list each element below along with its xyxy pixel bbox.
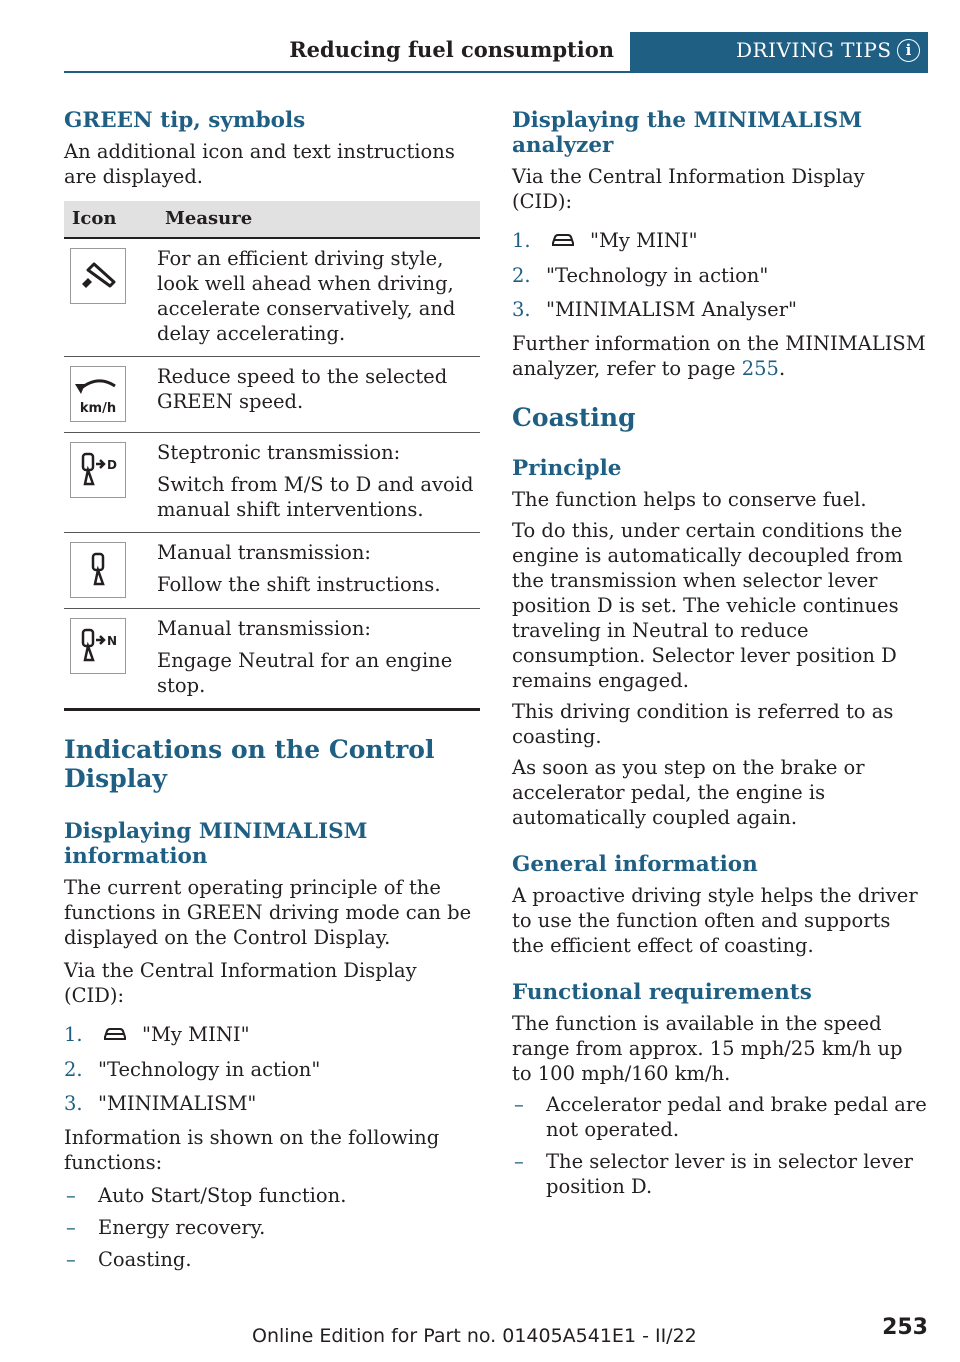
gear-lever-to-d-icon <box>70 442 126 498</box>
general-info-heading: General information <box>512 852 758 877</box>
paragraph: This driving condition is referred to as coasting. <box>512 700 894 748</box>
list-item: – Auto Start/Stop function. <box>66 1184 347 1207</box>
list-item: – Energy recovery. <box>66 1216 266 1239</box>
left-column <box>64 108 480 1279</box>
principle-heading: Principle <box>512 456 622 481</box>
icon-label-d: D <box>107 458 117 472</box>
edition-footer: Online Edition for Part no. 01405A541E1 - II/22 <box>252 1325 697 1347</box>
list-item: – Coasting. <box>66 1248 192 1271</box>
right-column <box>512 108 928 1206</box>
steps-list <box>512 228 928 322</box>
measure-text: Manual transmission: <box>157 617 371 640</box>
table-row <box>64 357 480 433</box>
green-tip-heading: GREEN tip, symbols <box>64 108 306 133</box>
minimalism-info-heading: Displaying MINIMALISM information <box>64 819 368 869</box>
table-row <box>64 238 480 357</box>
list-item: 3. "MINIMALISM" <box>64 1092 257 1115</box>
list-item: – The selector lever is in selector lever position D. <box>514 1150 913 1198</box>
green-tip-intro: An additional icon and text instructions are displayed. <box>64 140 455 188</box>
info-icon: i <box>897 39 920 62</box>
table-header-measure: Measure <box>157 201 480 238</box>
list-item: 3. "MINIMALISM Analyser" <box>512 298 797 321</box>
paragraph: The current operating principle of the functions in GREEN driving mode can be displayed on the Control Display. <box>64 876 472 949</box>
paragraph: The function is available in the speed range from approx. 15 mph/25 km/h up to 100 mph/160 km/h. <box>512 1012 903 1085</box>
list-item: 2. "Technology in action" <box>64 1058 321 1081</box>
paragraph: As soon as you step on the brake or accelerator pedal, the engine is automatically coupled again. <box>512 756 865 829</box>
paragraph: The function helps to conserve fuel. <box>512 488 867 511</box>
list-item: 1. "My MINI" <box>512 229 698 252</box>
page-reference-link[interactable]: 255 <box>741 357 779 380</box>
page-number: 253 <box>882 1315 928 1340</box>
gear-lever-to-n-icon <box>70 618 126 674</box>
measure-text: Switch from M/S to D and avoid manual shift interventions. <box>157 473 474 521</box>
measure-text: Reduce speed to the selected GREEN speed. <box>157 365 448 413</box>
paragraph: To do this, under certain conditions the engine is automatically decoupled from the transmission when selector lever position D is set. The vehicle continues traveling in Neutral to reduce consumption. Selector lever position D remains engaged. <box>512 519 903 692</box>
table-header-icon: Icon <box>64 201 157 238</box>
coasting-heading: Coasting <box>512 403 636 432</box>
requirements-list <box>512 1092 928 1199</box>
icon-measure-table <box>64 201 480 711</box>
paragraph: Information is shown on the following functions: <box>64 1126 440 1174</box>
measure-text: Engage Neutral for an engine stop. <box>157 649 453 697</box>
icon-label-kmh: km/h <box>79 401 117 416</box>
car-icon <box>550 229 576 254</box>
table-row <box>64 609 480 710</box>
foot-pedal-icon <box>70 248 126 304</box>
header-chapter-title: DRIVING TIPS <box>736 38 892 62</box>
header-section-title: Reducing fuel consumption <box>289 37 614 62</box>
paragraph: Via the Central Information Display (CID): <box>512 165 865 213</box>
gear-lever-icon <box>70 542 126 598</box>
measure-text: Follow the shift instructions. <box>157 573 441 596</box>
analyzer-heading: Displaying the MINIMALISM analyzer <box>512 108 863 158</box>
header-chapter-tab <box>630 32 928 71</box>
functions-list <box>64 1183 480 1272</box>
list-item: – Accelerator pedal and brake pedal are not operated. <box>514 1093 927 1141</box>
car-icon <box>102 1023 128 1048</box>
measure-text: Manual transmission: <box>157 541 371 564</box>
measure-text: For an efficient driving style, look well ahead when driving, accelerate conservatively, and delay accelerating. <box>157 247 456 345</box>
measure-text: Steptronic transmission: <box>157 441 401 464</box>
paragraph: A proactive driving style helps the driver to use the function often and supports the efficient effect of coasting. <box>512 884 918 957</box>
table-row <box>64 533 480 609</box>
table-row <box>64 433 480 533</box>
control-display-heading: Indications on the Control Display <box>64 735 435 793</box>
speed-reduce-kmh-icon <box>70 366 126 422</box>
page-header <box>64 32 928 73</box>
list-item: 2. "Technology in action" <box>512 264 769 287</box>
icon-label-n: N <box>106 634 118 648</box>
paragraph: Via the Central Information Display (CID): <box>64 959 417 1007</box>
paragraph: Further information on the MINIMALISM analyzer, refer to page 255. <box>512 332 926 380</box>
requirements-heading: Functional requirements <box>512 980 812 1005</box>
list-item: 1. "My MINI" <box>64 1023 250 1046</box>
steps-list <box>64 1022 480 1116</box>
